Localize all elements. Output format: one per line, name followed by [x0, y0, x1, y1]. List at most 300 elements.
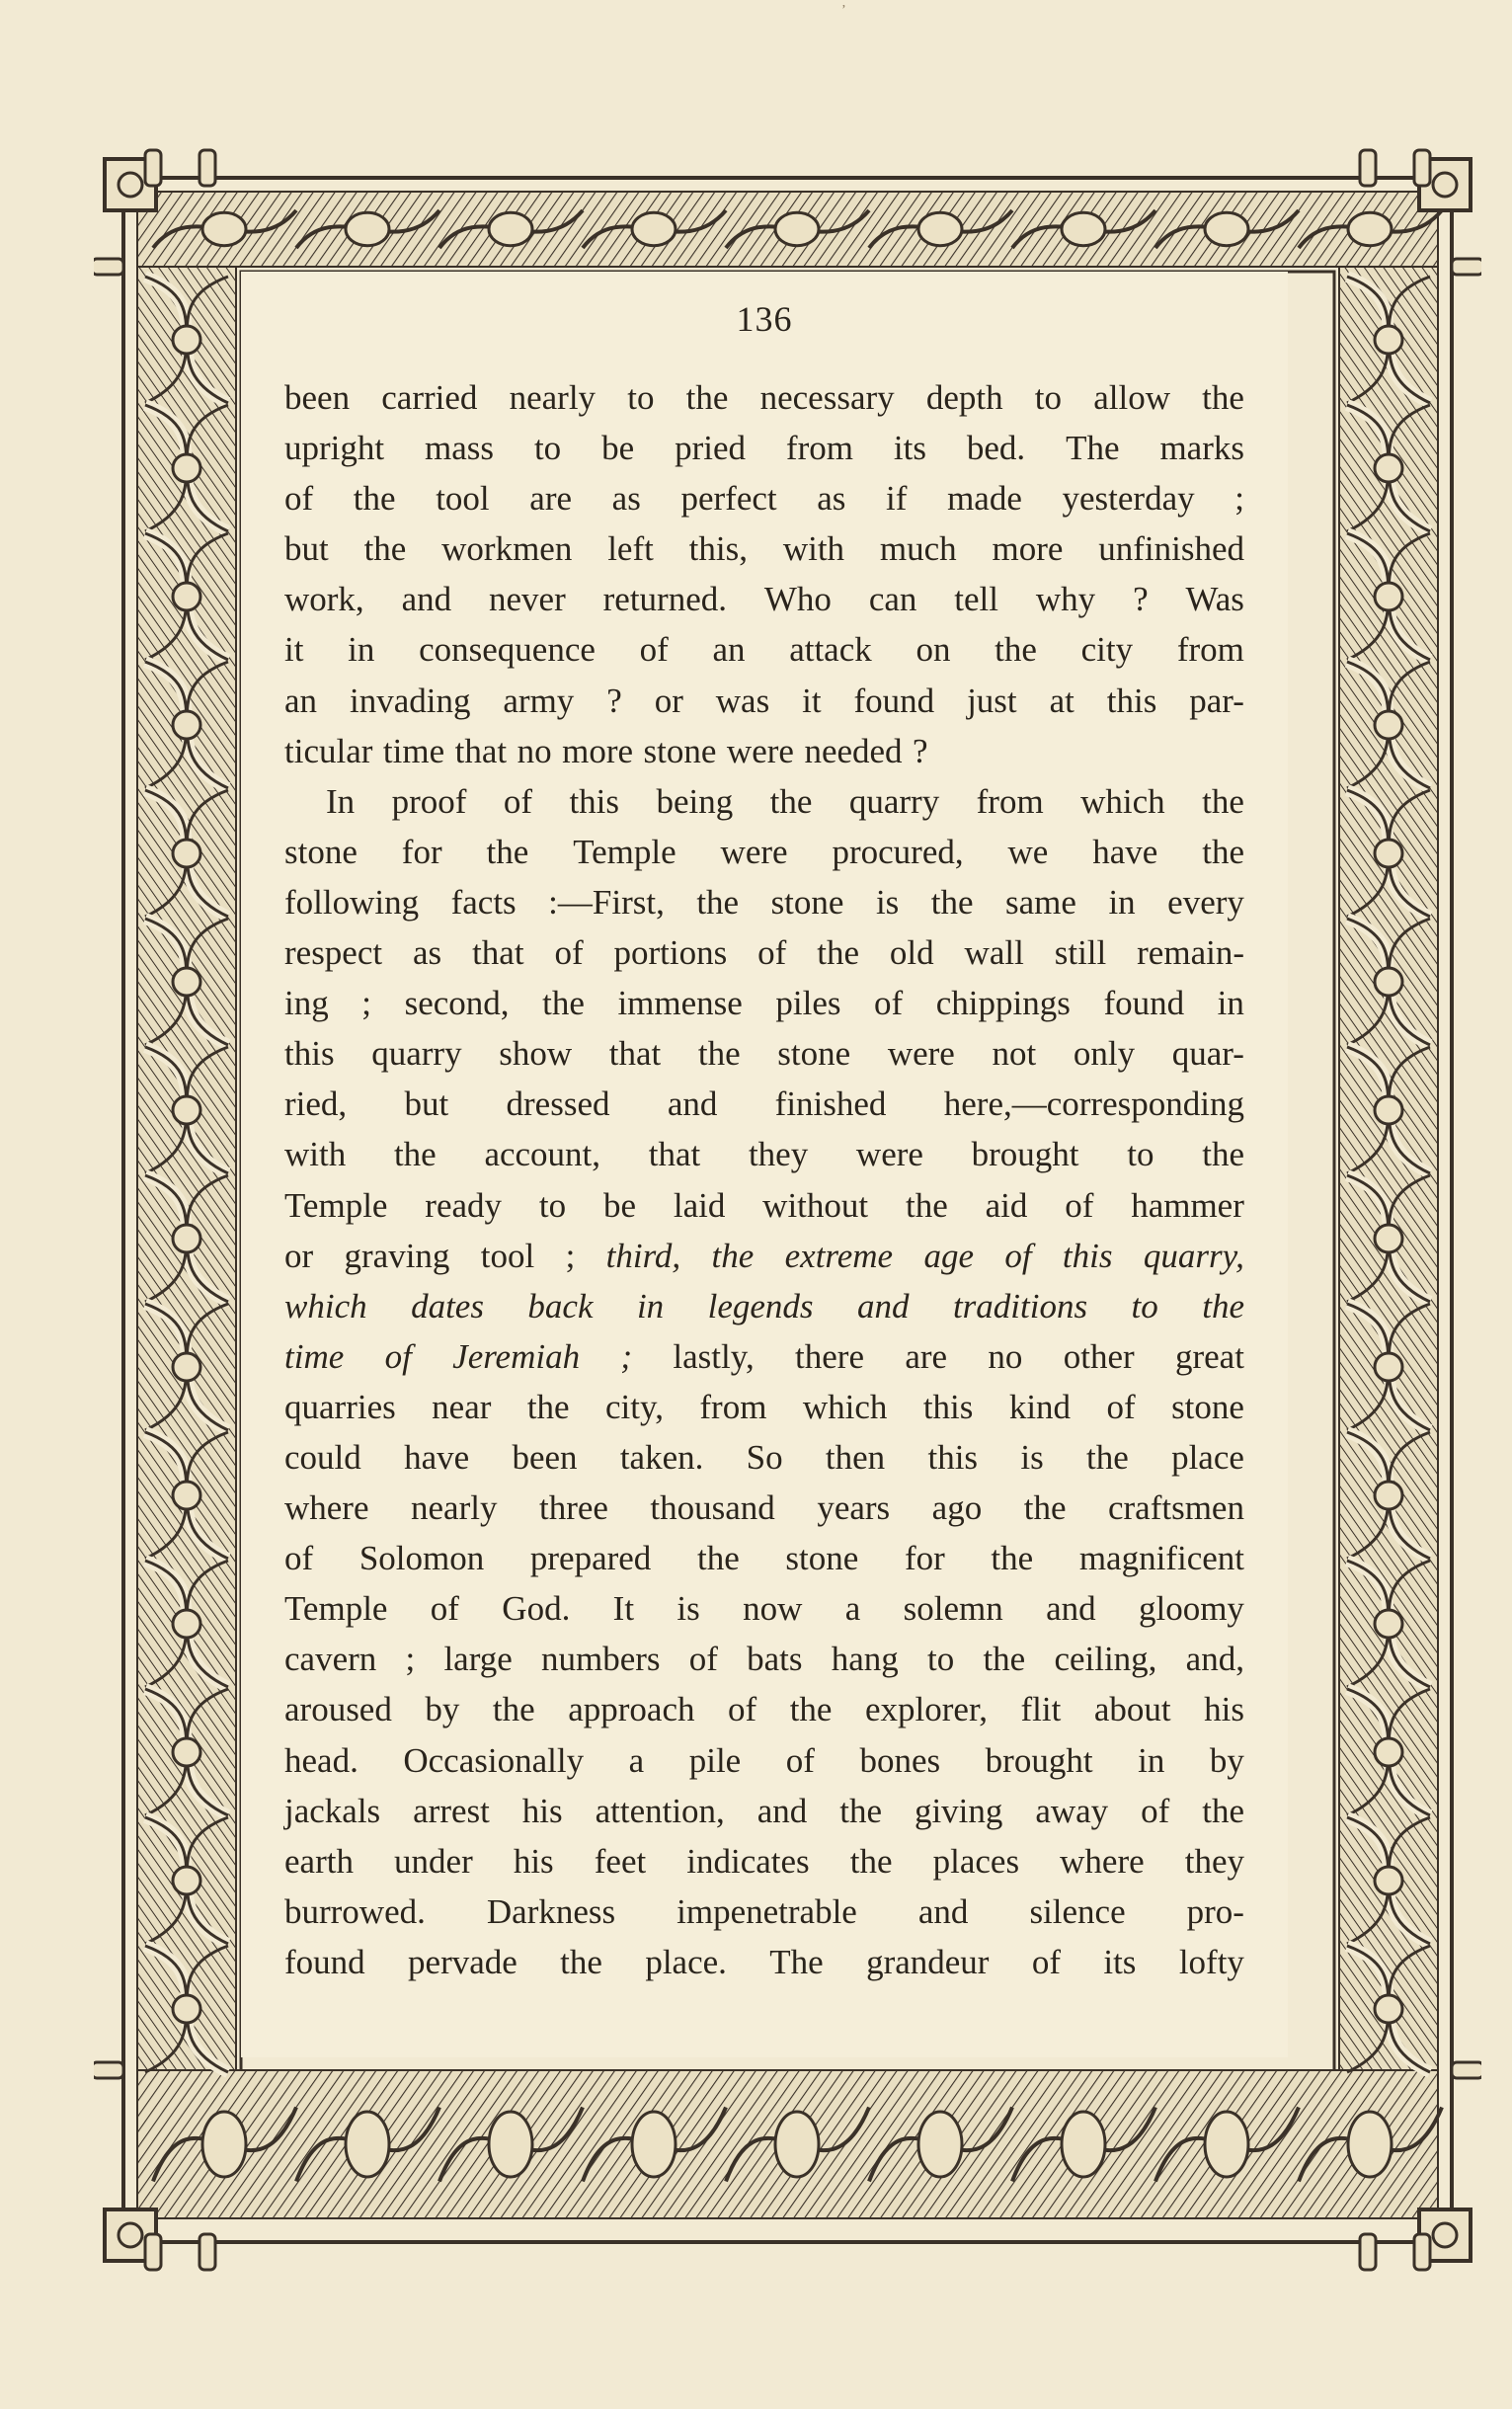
word: was — [715, 681, 770, 720]
word: the — [542, 984, 585, 1023]
word: approach — [568, 1690, 695, 1729]
word: place — [1171, 1437, 1244, 1477]
word: wall — [964, 933, 1024, 973]
text-line — [284, 1735, 1244, 1786]
word: ? — [913, 731, 928, 770]
word: in — [348, 630, 375, 670]
left-knot — [173, 1995, 200, 2023]
left-knot — [173, 1225, 200, 1252]
word: this — [569, 781, 620, 821]
word: the — [1202, 832, 1244, 871]
word: by — [1209, 1740, 1244, 1780]
word: stone — [284, 832, 358, 871]
text-line — [284, 1180, 1244, 1231]
text-line — [284, 1937, 1244, 1987]
word: to — [1127, 1135, 1154, 1174]
word: there — [795, 1336, 864, 1376]
word: ried, — [284, 1084, 348, 1124]
text-line — [284, 676, 1244, 726]
word: were — [726, 731, 794, 770]
word: with — [284, 1135, 347, 1174]
word: The — [769, 1942, 824, 1981]
word: they — [1184, 1841, 1244, 1881]
text-line — [284, 1634, 1244, 1684]
word: this — [284, 1034, 335, 1074]
word: to — [1034, 378, 1063, 417]
bottom-leaf — [489, 2112, 532, 2177]
right-knot — [1375, 711, 1402, 739]
word: now — [743, 1589, 803, 1629]
word: by — [425, 1690, 460, 1729]
text-line — [284, 1281, 1244, 1331]
word: in — [1217, 984, 1244, 1023]
word: ; — [1234, 479, 1244, 519]
word: which — [802, 1387, 888, 1426]
word: of — [503, 781, 532, 821]
word: workmen — [441, 529, 573, 569]
word: Occasionally — [403, 1740, 585, 1780]
word: impenetrable — [676, 1891, 857, 1931]
word: which — [284, 1286, 367, 1325]
text-line — [284, 1432, 1244, 1483]
text-line — [284, 1129, 1244, 1179]
word: Temple — [284, 1589, 388, 1629]
text-line — [284, 1079, 1244, 1129]
word: to — [533, 429, 562, 468]
left-knot — [173, 1482, 200, 1509]
word: burrowed. — [284, 1891, 426, 1931]
word: have — [404, 1437, 470, 1477]
word: pile — [688, 1740, 742, 1780]
text-line — [284, 1231, 1244, 1281]
word: silence — [1029, 1891, 1126, 1931]
word: lofty — [1178, 1942, 1244, 1981]
word: have — [1092, 832, 1158, 871]
word: ? — [1133, 580, 1149, 619]
word: procured, — [832, 832, 964, 871]
word: the — [353, 479, 396, 519]
text-line — [284, 1382, 1244, 1432]
left-knot — [173, 1096, 200, 1124]
word: other — [1063, 1336, 1135, 1376]
word: explorer, — [865, 1690, 988, 1729]
word: his — [521, 1791, 563, 1830]
word: being — [656, 781, 734, 821]
word: the — [817, 933, 859, 973]
word: no — [517, 731, 552, 770]
word: of — [554, 933, 584, 973]
text-line — [284, 624, 1244, 675]
word: mass — [425, 429, 495, 468]
word: Darkness — [486, 1891, 616, 1931]
word: or — [654, 681, 683, 720]
word: the — [697, 1034, 741, 1074]
word: traditions — [952, 1286, 1088, 1325]
left-knot — [173, 454, 200, 482]
left-knot — [173, 711, 200, 739]
ink-speck: ʼ — [841, 3, 846, 18]
word: and — [401, 580, 452, 619]
word: Solomon — [358, 1539, 485, 1578]
word: of — [785, 1740, 815, 1780]
word: pried — [675, 429, 746, 468]
word: the — [1023, 1488, 1067, 1528]
word: of — [639, 630, 669, 670]
word: could — [284, 1437, 361, 1477]
word: but — [284, 529, 329, 569]
word: in — [1138, 1740, 1165, 1780]
word: be — [601, 429, 635, 468]
top-leaf — [775, 212, 819, 245]
right-knot — [1375, 1867, 1402, 1894]
word: the — [1202, 1791, 1244, 1830]
italic-word: time — [284, 1336, 345, 1376]
word: ; — [405, 1640, 416, 1679]
word: returned. — [602, 580, 727, 619]
word: here,—corresponding — [943, 1084, 1244, 1124]
word: of — [1065, 1185, 1094, 1225]
text-line — [284, 523, 1244, 574]
word: consequence — [419, 630, 596, 670]
word: the — [789, 1690, 833, 1729]
word: stone — [785, 1539, 859, 1578]
word: of — [1031, 1942, 1061, 1981]
word: It — [612, 1589, 635, 1629]
word: were — [855, 1135, 923, 1174]
text-line — [284, 978, 1244, 1028]
right-knot — [1375, 1225, 1402, 1252]
word: upright — [284, 429, 385, 468]
crossbar-knob — [1452, 2062, 1481, 2078]
word: about — [1093, 1690, 1171, 1729]
word: an — [712, 630, 746, 670]
word: the — [685, 378, 729, 417]
right-knot — [1375, 1738, 1402, 1766]
italic-word: Jeremiah — [452, 1336, 581, 1376]
crossbar-knob — [1360, 2234, 1376, 2270]
word: from — [699, 1387, 767, 1426]
word: dressed — [506, 1084, 610, 1124]
word: finished — [774, 1084, 887, 1124]
word: it — [284, 630, 304, 670]
word: hammer — [1131, 1185, 1244, 1225]
word: Temple — [573, 832, 676, 871]
word: portions — [613, 933, 728, 973]
word: place. — [645, 1942, 727, 1981]
word: were — [720, 832, 788, 871]
word: are — [529, 479, 573, 519]
word: years — [817, 1488, 891, 1528]
word: just — [967, 681, 1017, 720]
word: been — [284, 378, 351, 417]
word: more — [562, 731, 634, 770]
word: pro- — [1186, 1891, 1244, 1931]
word: thousand — [650, 1488, 775, 1528]
word: is — [875, 882, 900, 922]
word: his — [1204, 1690, 1244, 1729]
word: a — [628, 1740, 645, 1780]
right-knot — [1375, 1610, 1402, 1638]
crossbar-knob — [1360, 150, 1376, 186]
word: the — [526, 1387, 570, 1426]
word: no — [988, 1336, 1023, 1376]
word: bed. — [966, 429, 1026, 468]
left-knot — [173, 968, 200, 996]
word: In — [326, 781, 356, 821]
word: bats — [747, 1640, 803, 1679]
word: away — [1035, 1791, 1109, 1830]
word: we — [1007, 832, 1049, 871]
word: stone — [1171, 1387, 1244, 1426]
word: arrest — [413, 1791, 490, 1830]
word: of — [284, 479, 314, 519]
top-leaf — [918, 212, 962, 245]
text-line — [284, 827, 1244, 877]
word: brought — [985, 1740, 1093, 1780]
top-leaf — [1062, 212, 1105, 245]
word: of — [1141, 1791, 1170, 1830]
word: head. — [284, 1740, 358, 1780]
word: magnificent — [1078, 1539, 1244, 1578]
right-knot — [1375, 1995, 1402, 2023]
word: prepared — [529, 1539, 652, 1578]
word: never — [489, 580, 566, 619]
word: :—First, — [548, 882, 665, 922]
italic-word: of — [384, 1336, 412, 1376]
italic-word: extreme — [784, 1236, 894, 1275]
word: city, — [605, 1387, 664, 1426]
word: of — [688, 1640, 718, 1679]
text-line — [284, 1836, 1244, 1887]
word: and — [917, 1891, 969, 1931]
word: carried — [381, 378, 478, 417]
word: of — [1106, 1387, 1136, 1426]
text-line — [284, 372, 1244, 423]
italic-word: of — [1004, 1236, 1032, 1275]
text-line — [284, 1028, 1244, 1079]
word: lastly, — [673, 1336, 755, 1376]
word: city — [1080, 630, 1134, 670]
text-line — [284, 1483, 1244, 1533]
word: piles — [775, 984, 841, 1023]
word: ; — [361, 984, 372, 1023]
top-leaf — [346, 212, 389, 245]
word: proof — [391, 781, 467, 821]
word: the — [991, 1539, 1034, 1578]
word: hang — [831, 1640, 899, 1679]
text-line — [284, 1887, 1244, 1937]
word: as — [413, 933, 442, 973]
word: ticular — [284, 731, 373, 770]
word: ing — [284, 984, 329, 1023]
word: earth — [284, 1841, 354, 1881]
word: work, — [284, 580, 364, 619]
word: marks — [1159, 429, 1244, 468]
word: if — [886, 479, 908, 519]
right-knot — [1375, 1096, 1402, 1124]
word: numbers — [540, 1640, 661, 1679]
word: aid — [985, 1185, 1028, 1225]
word: then — [825, 1437, 886, 1477]
crossbar-knob — [145, 150, 161, 186]
word: needed — [804, 731, 903, 770]
word: giving — [914, 1791, 1003, 1830]
word: with — [782, 529, 845, 569]
word: account, — [484, 1135, 601, 1174]
word: army — [503, 681, 575, 720]
right-knot — [1375, 840, 1402, 867]
word: the — [696, 1539, 740, 1578]
word: grandeur — [866, 1942, 990, 1981]
word: of — [757, 933, 787, 973]
word: brought — [971, 1135, 1079, 1174]
text-line — [284, 574, 1244, 624]
word: the — [769, 781, 813, 821]
word: to — [1131, 1286, 1158, 1325]
crossbar-knob — [1414, 2234, 1430, 2270]
word: as — [611, 479, 641, 519]
word: unfinished — [1098, 529, 1244, 569]
crossbar-knob — [1414, 150, 1430, 186]
word: near — [432, 1387, 492, 1426]
bottom-leaf — [202, 2112, 246, 2177]
word: not — [992, 1034, 1037, 1074]
crossbar-knob — [1452, 259, 1481, 275]
word: and — [667, 1084, 718, 1124]
word: ago — [931, 1488, 983, 1528]
text-line — [284, 726, 1244, 776]
word: Was — [1185, 580, 1244, 619]
word: made — [947, 479, 1022, 519]
word: back — [527, 1286, 594, 1325]
word: Who — [763, 580, 832, 619]
word: for — [401, 832, 442, 871]
word: So — [746, 1437, 783, 1477]
word: the — [1086, 1437, 1129, 1477]
word: been — [512, 1437, 578, 1477]
left-knot — [173, 326, 200, 354]
word: of — [284, 1539, 314, 1578]
word: depth — [925, 378, 1003, 417]
word: at — [1049, 681, 1074, 720]
word: its — [1103, 1942, 1137, 1981]
top-leaf — [202, 212, 246, 245]
word: where — [1060, 1841, 1145, 1881]
word: quarry — [371, 1034, 462, 1074]
page-number: 136 — [736, 299, 793, 339]
top-leaf — [1205, 212, 1248, 245]
word: ? — [606, 681, 622, 720]
word: of — [728, 1690, 757, 1729]
word: a — [844, 1589, 861, 1629]
word: can — [868, 580, 917, 619]
left-knot — [173, 1610, 200, 1638]
word: this, — [688, 529, 748, 569]
word: dates — [411, 1286, 484, 1325]
text-line — [284, 1684, 1244, 1734]
word: chippings — [935, 984, 1071, 1023]
word: found — [1103, 984, 1185, 1023]
word: the — [1202, 1286, 1244, 1325]
text-line — [284, 1533, 1244, 1583]
italic-word: the — [711, 1236, 755, 1275]
word: of — [874, 984, 904, 1023]
word: stone — [777, 1034, 851, 1074]
bottom-leaf — [918, 2112, 962, 2177]
text-line — [284, 927, 1244, 978]
word: and — [857, 1286, 910, 1325]
word: quarries — [284, 1387, 396, 1426]
left-knot — [173, 1738, 200, 1766]
bottom-leaf — [1062, 2112, 1105, 2177]
word: gloomy — [1138, 1589, 1244, 1629]
top-leaf — [1348, 212, 1392, 245]
word: allow — [1093, 378, 1170, 417]
word: for — [904, 1539, 945, 1578]
left-knot — [173, 1867, 200, 1894]
word: pervade — [408, 1942, 517, 1981]
word: stone — [770, 882, 844, 922]
word: were — [887, 1034, 955, 1074]
word: nearly — [509, 378, 597, 417]
bottom-leaf — [775, 2112, 819, 2177]
word: indicates — [686, 1841, 810, 1881]
word: from — [785, 429, 853, 468]
word: is — [676, 1589, 700, 1629]
word: laid — [673, 1185, 726, 1225]
word: attention, — [595, 1791, 725, 1830]
word: much — [879, 529, 957, 569]
word: show — [499, 1034, 573, 1074]
word: craftsmen — [1107, 1488, 1244, 1528]
word: legends — [707, 1286, 814, 1325]
word: be — [602, 1185, 636, 1225]
word: the — [560, 1942, 602, 1981]
word: the — [839, 1791, 882, 1830]
bottom-leaf — [346, 2112, 389, 2177]
word: this — [927, 1437, 979, 1477]
right-knot — [1375, 326, 1402, 354]
word: to — [927, 1640, 955, 1679]
top-leaf — [489, 212, 532, 245]
word: that — [648, 1135, 701, 1174]
italic-word: this — [1062, 1236, 1113, 1275]
word: attack — [789, 630, 872, 670]
bottom-leaf — [1348, 2112, 1392, 2177]
text-line — [284, 473, 1244, 523]
word: only — [1073, 1034, 1136, 1074]
word: invading — [349, 681, 471, 720]
word: cavern — [284, 1640, 377, 1679]
italic-word: third, — [605, 1236, 681, 1275]
word: the — [363, 529, 407, 569]
word: which — [1080, 781, 1165, 821]
text-line — [284, 1583, 1244, 1634]
word: to — [627, 378, 655, 417]
word: tool — [480, 1236, 535, 1275]
word: the — [1202, 1135, 1244, 1174]
crossbar-knob — [94, 259, 123, 275]
crossbar-knob — [199, 2234, 215, 2270]
word: the — [930, 882, 974, 922]
text-line — [284, 423, 1244, 473]
word: flit — [1020, 1690, 1062, 1729]
word: second, — [404, 984, 510, 1023]
word: respect — [284, 933, 383, 973]
word: facts — [450, 882, 517, 922]
word: perfect — [680, 479, 777, 519]
right-knot — [1375, 454, 1402, 482]
